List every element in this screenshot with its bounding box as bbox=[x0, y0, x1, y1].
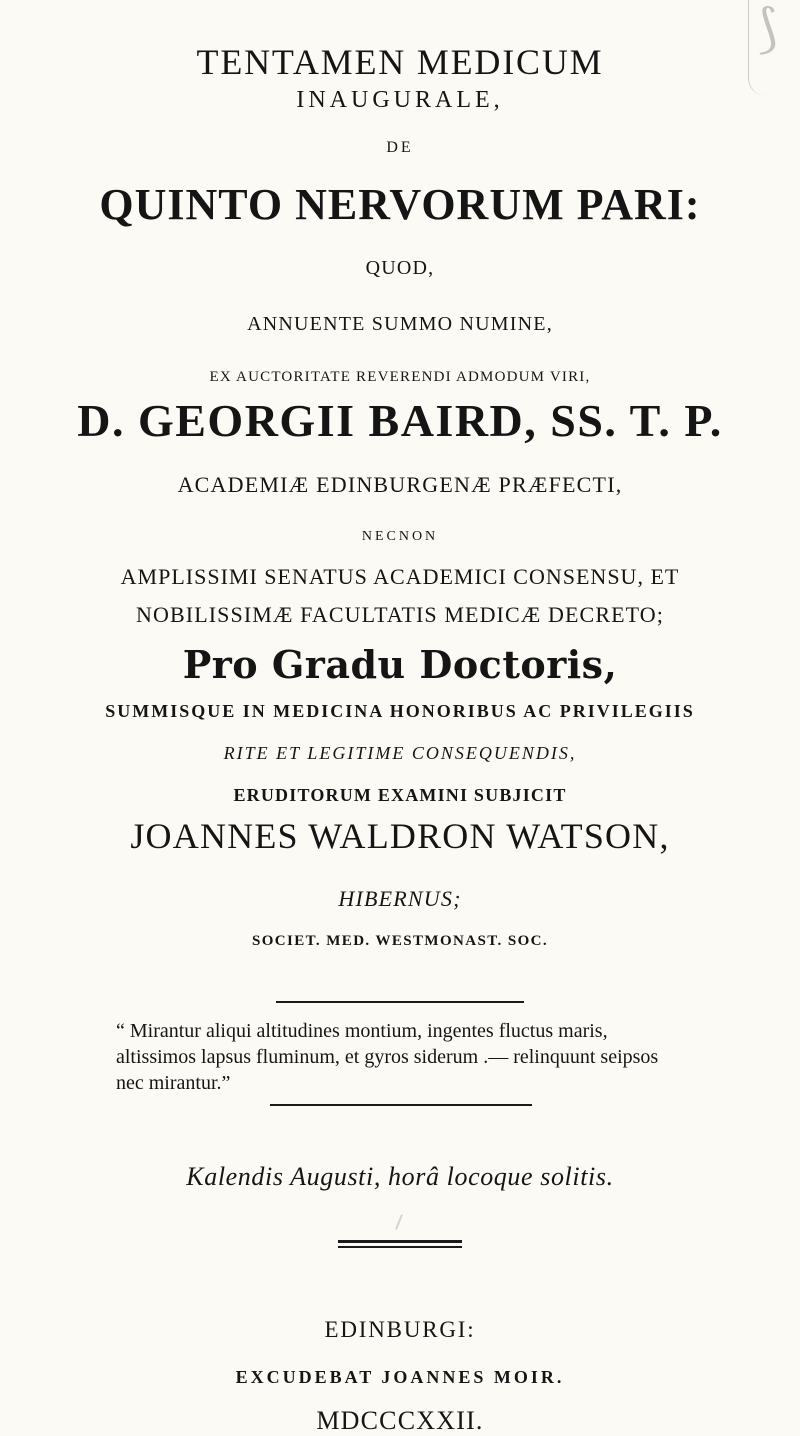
author-name: JOANNES WALDRON WATSON, bbox=[130, 816, 670, 856]
title-line-2: INAUGURALE, bbox=[296, 87, 504, 113]
title-line-1: TENTAMEN MEDICUM bbox=[196, 42, 604, 82]
bottom-quote-rule bbox=[270, 1104, 532, 1106]
title-line-16: ERUDITORUM EXAMINI SUBJICIT bbox=[233, 785, 567, 805]
author-authority-line: D. GEORGII BAIRD, SS. T. P. bbox=[77, 395, 723, 446]
date-line: Kalendis Augusti, horâ locoque solitis. bbox=[186, 1162, 614, 1191]
nationality-line: HIBERNUS; bbox=[338, 886, 462, 911]
title-line-15: RITE ET LEGITIME CONSEQUENDIS, bbox=[223, 743, 577, 763]
title-line-14: SUMMISQUE IN MEDICINA HONORIBUS AC PRIVILEGIIS bbox=[105, 701, 695, 721]
main-title: QUINTO NERVORUM PARI: bbox=[99, 180, 701, 229]
footer-rule-lower bbox=[338, 1246, 462, 1248]
title-line-10: NECNON bbox=[361, 529, 439, 544]
title-line-11: AMPLISSIMI SENATUS ACADEMICI CONSENSU, ET bbox=[120, 564, 680, 589]
title-line-3: DE bbox=[386, 139, 414, 156]
corner-ink-mark: ⟆ bbox=[757, 1, 778, 58]
epigraph-quote: “ Mirantur aliqui altitudines montium, ingentes fluctus maris, altissimos lapsus fluminum, et gyros siderum .— relinquunt seipsos nec mirantur.” bbox=[116, 1020, 659, 1094]
printer-line: EXCUDEBAT JOANNES MOIR. bbox=[235, 1367, 565, 1387]
title-line-5: QUOD, bbox=[365, 257, 435, 279]
imprint-city: EDINBURGI: bbox=[324, 1317, 476, 1342]
ink-blot bbox=[395, 1214, 403, 1230]
footer-rule-upper bbox=[338, 1240, 462, 1243]
title-line-7: EX AUCTORITATE REVERENDI ADMODUM VIRI, bbox=[209, 369, 591, 385]
title-line-6: ANNUENTE SUMMO NUMINE, bbox=[247, 313, 553, 335]
title-line-9: ACADEMIÆ EDINBURGENÆ PRÆFECTI, bbox=[177, 472, 623, 497]
society-line: SOCIET. MED. WESTMONAST. SOC. bbox=[251, 933, 549, 949]
top-quote-rule bbox=[276, 1001, 524, 1003]
title-line-12: NOBILISSIMÆ FACULTATIS MEDICÆ DECRETO; bbox=[136, 602, 664, 627]
publication-year: MDCCCXXII. bbox=[316, 1406, 484, 1435]
gothic-heading: Pro Gradu Doctoris, bbox=[182, 642, 618, 687]
